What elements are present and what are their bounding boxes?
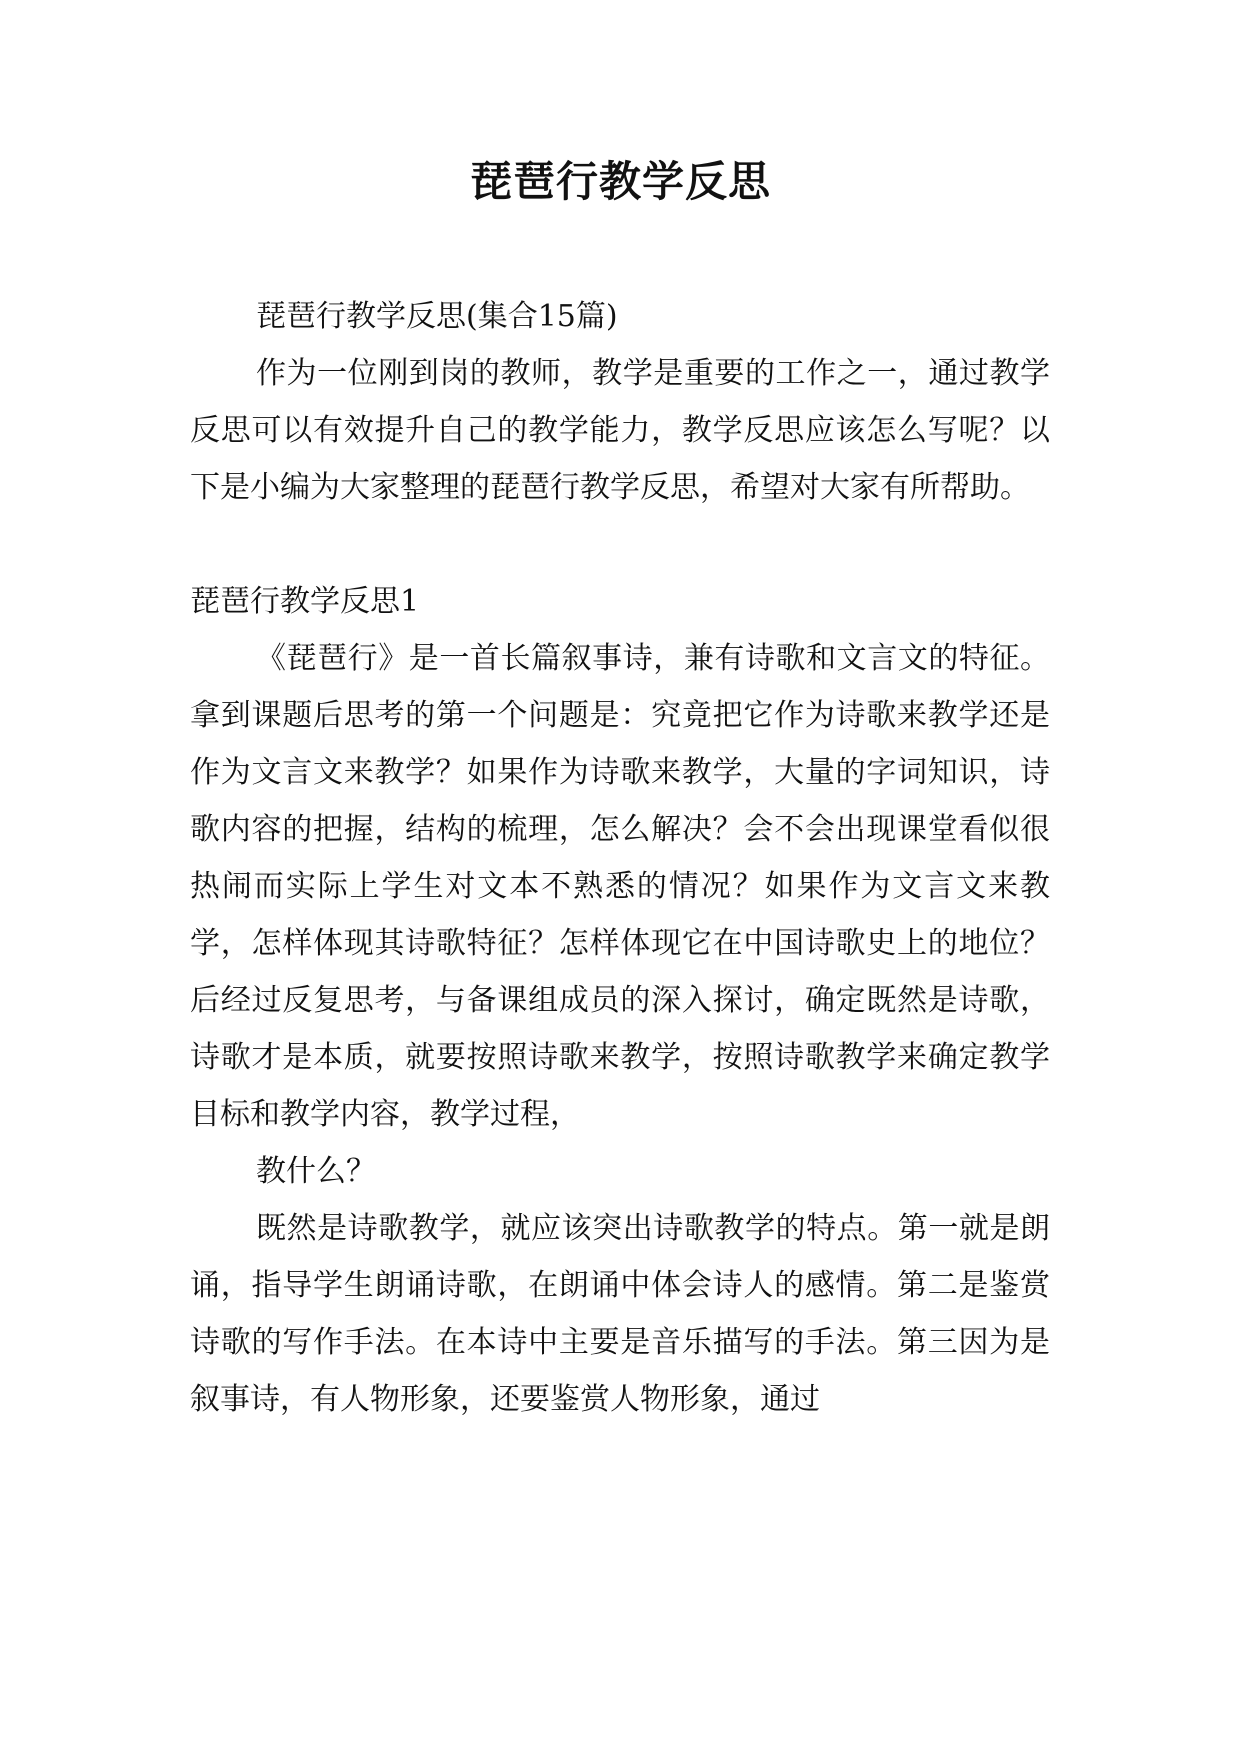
section-heading: 琵琶行教学反思1 [190,584,420,619]
body-paragraph-2: 既然是诗歌教学，就应该突出诗歌教学的特点。第一就是朗诵，指导学生朗诵诗歌，在朗诵中体会诗人的感情。第二是鉴赏诗歌的写作手法。在本诗中主要是音乐描写的手法。第三因为是叙事诗，有人物形象，还要鉴赏人物形象，通过 [190,1211,1050,1417]
document-subtitle: 琵琶行教学反思(集合15篇) [256,299,618,334]
paragraph-spacer [190,516,1050,573]
document-body [190,288,1050,1428]
question-paragraph: 教什么？ [256,1154,376,1189]
intro-paragraph: 作为一位刚到岗的教师，教学是重要的工作之一，通过教学反思可以有效提升自己的教学能力，教学反思应该怎么写呢？以下是小编为大家整理的琵琶行教学反思，希望对大家有所帮助。 [190,356,1050,505]
document-title: 琵琶行教学反思 [469,157,771,206]
body-paragraph-1: 《琵琶行》是一首长篇叙事诗，兼有诗歌和文言文的特征。拿到课题后思考的第一个问题是：究竟把它作为诗歌来教学还是作为文言文来教学？如果作为诗歌来教学，大量的字词知识，诗歌内容的把握，结构的梳理，怎么解决？会不会出现课堂看似很热闹而实际上学生对文本不熟悉的情况？如果作为文言文来教学，怎样体现其诗歌特征？怎样体现它在中国诗歌史上的地位？后经过反复思考，与备课组成员的深入探讨，确定既然是诗歌，诗歌才是本质，就要按照诗歌来教学，按照诗歌教学来确定教学目标和教学内容，教学过程， [190,641,1050,1132]
